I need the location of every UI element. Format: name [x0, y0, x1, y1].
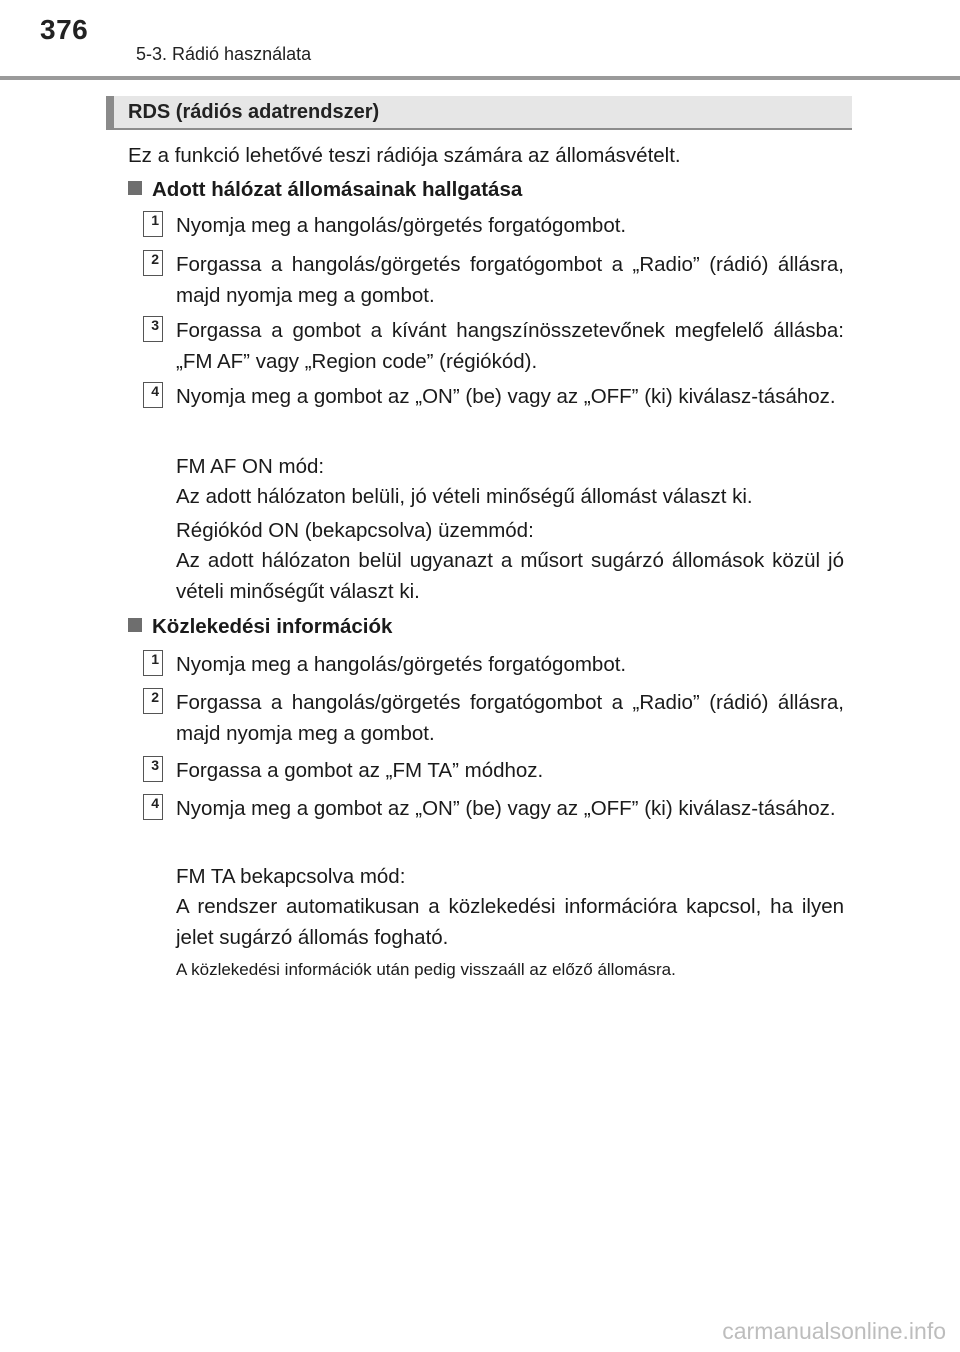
subhead-network-label: Adott hálózat állomásainak hallgatása [152, 178, 523, 201]
subhead-traffic-label: Közlekedési információk [152, 615, 393, 638]
footer-watermark[interactable]: carmanualsonline.info [722, 1318, 946, 1344]
step-number-box: 2 [143, 250, 163, 276]
section-heading [106, 96, 852, 130]
page-number: 376 [40, 14, 89, 45]
step-text: Forgassa a gombot az „FM TA” módhoz. [176, 759, 544, 782]
step-text: Forgassa a hangolás/görgetés forgatógombot a „Radio” (rádió) állásra, majd nyomja meg a gombot. [176, 691, 844, 745]
mode-title: FM AF ON mód: [176, 455, 325, 478]
step-text: Nyomja meg a gombot az „ON” (be) vagy az „OFF” (ki) kiválasz-tásához. [176, 385, 836, 408]
note-text: A közlekedési információk után pedig visszaáll az előző állomásra. [176, 960, 676, 979]
step-number-box: 3 [143, 756, 163, 782]
intro-text: Ez a funkció lehetővé teszi rádiója számára az állomásvételt. [128, 144, 681, 167]
step-number-box: 1 [143, 650, 163, 676]
mode-description: A rendszer automatikusan a közlekedési információra kapcsol, ha ilyen jelet sugárzó állomás fogható. [176, 895, 844, 949]
step-number-box: 1 [143, 211, 163, 237]
mode-description: Az adott hálózaton belül ugyanazt a műsort sugárzó állomások közül jó vételi minőségűt választ ki. [176, 549, 844, 603]
step-text: Forgassa a hangolás/görgetés forgatógombot a „Radio” (rádió) állásra, majd nyomja meg a gombot. [176, 253, 844, 307]
step-text: Nyomja meg a hangolás/görgetés forgatógombot. [176, 653, 627, 676]
subhead-network [128, 178, 522, 202]
step-number-box: 3 [143, 316, 163, 342]
header-rule [0, 76, 960, 80]
chapter-title: 5-3. Rádió használata [136, 44, 312, 64]
step-text: Nyomja meg a gombot az „ON” (be) vagy az „OFF” (ki) kiválasz-tásához. [176, 797, 836, 820]
step-number-box: 4 [143, 382, 163, 408]
step-number-box: 2 [143, 688, 163, 714]
section-title: RDS (rádiós adatrendszer) [128, 101, 380, 123]
square-bullet-icon [128, 618, 142, 632]
square-bullet-icon [128, 181, 142, 195]
mode-title: Régiókód ON (bekapcsolva) üzemmód: [176, 519, 534, 542]
mode-title: FM TA bekapcsolva mód: [176, 865, 406, 888]
section-heading-bar [106, 96, 114, 130]
subhead-traffic [128, 615, 392, 639]
mode-description: Az adott hálózaton belüli, jó vételi minőségű állomást választ ki. [176, 485, 753, 508]
step-text: Nyomja meg a hangolás/görgetés forgatógombot. [176, 214, 627, 237]
step-number-box: 4 [143, 794, 163, 820]
step-text: Forgassa a gombot a kívánt hangszínösszetevőnek megfelelő állásba: „FM AF” vagy „Region code” (régiókód). [176, 319, 844, 373]
